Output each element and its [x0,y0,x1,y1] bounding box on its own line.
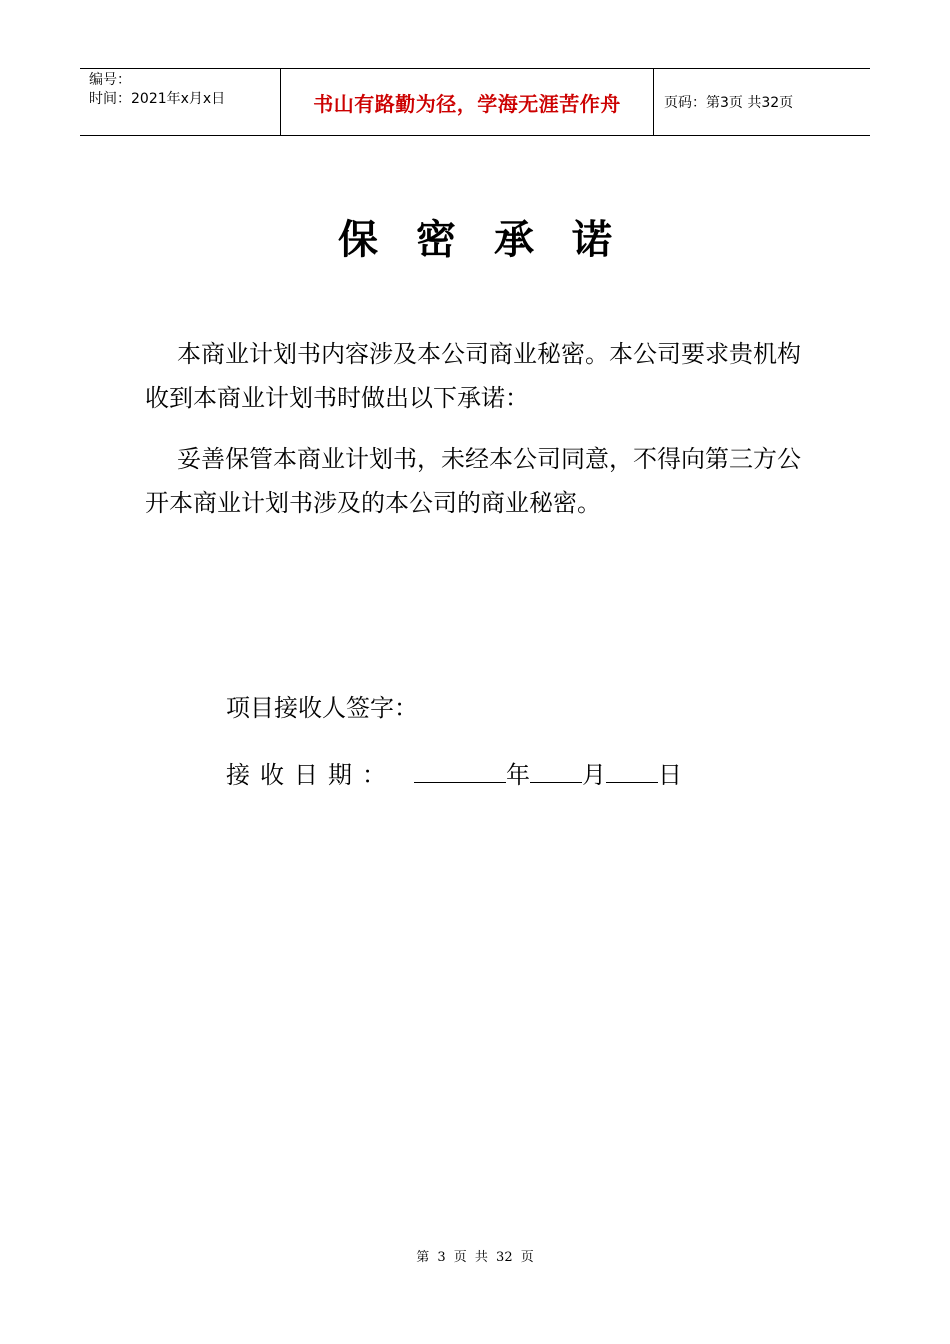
page-footer: 第 3 页 共 32 页 [416,1250,534,1265]
document-time: 时间：2021年x月x日 [89,91,226,107]
header-page-info: 页码：第3页 共32页 [664,95,794,111]
page-header [80,68,870,136]
header-motto-cell [281,69,654,135]
document-number-label: 编号： [89,72,131,88]
month-unit: 月 [582,761,606,789]
paragraph-commitment-intro: 本商业计划书内容涉及本公司商业秘密。本公司要求贵机构收到本商业计划书时做出以下承诺： [145,340,801,412]
signature-label: 项目接收人签字： [226,694,418,722]
header-meta-cell [80,69,281,135]
month-blank[interactable] [530,756,582,783]
year-blank[interactable] [414,756,506,783]
receipt-date-line [226,756,682,793]
header-motto: 书山有路勤为径，学海无涯苦作舟 [313,91,621,116]
day-blank[interactable] [606,756,658,783]
page-title: 保密承诺 [338,216,650,263]
receipt-date-label: 接收日期： [226,761,396,789]
paragraph-commitment-terms: 妥善保管本商业计划书，未经本公司同意，不得向第三方公开本商业计划书涉及的本公司的商业秘密。 [145,445,801,517]
header-page-cell [654,69,870,135]
year-unit: 年 [506,761,530,789]
day-unit: 日 [658,761,682,789]
